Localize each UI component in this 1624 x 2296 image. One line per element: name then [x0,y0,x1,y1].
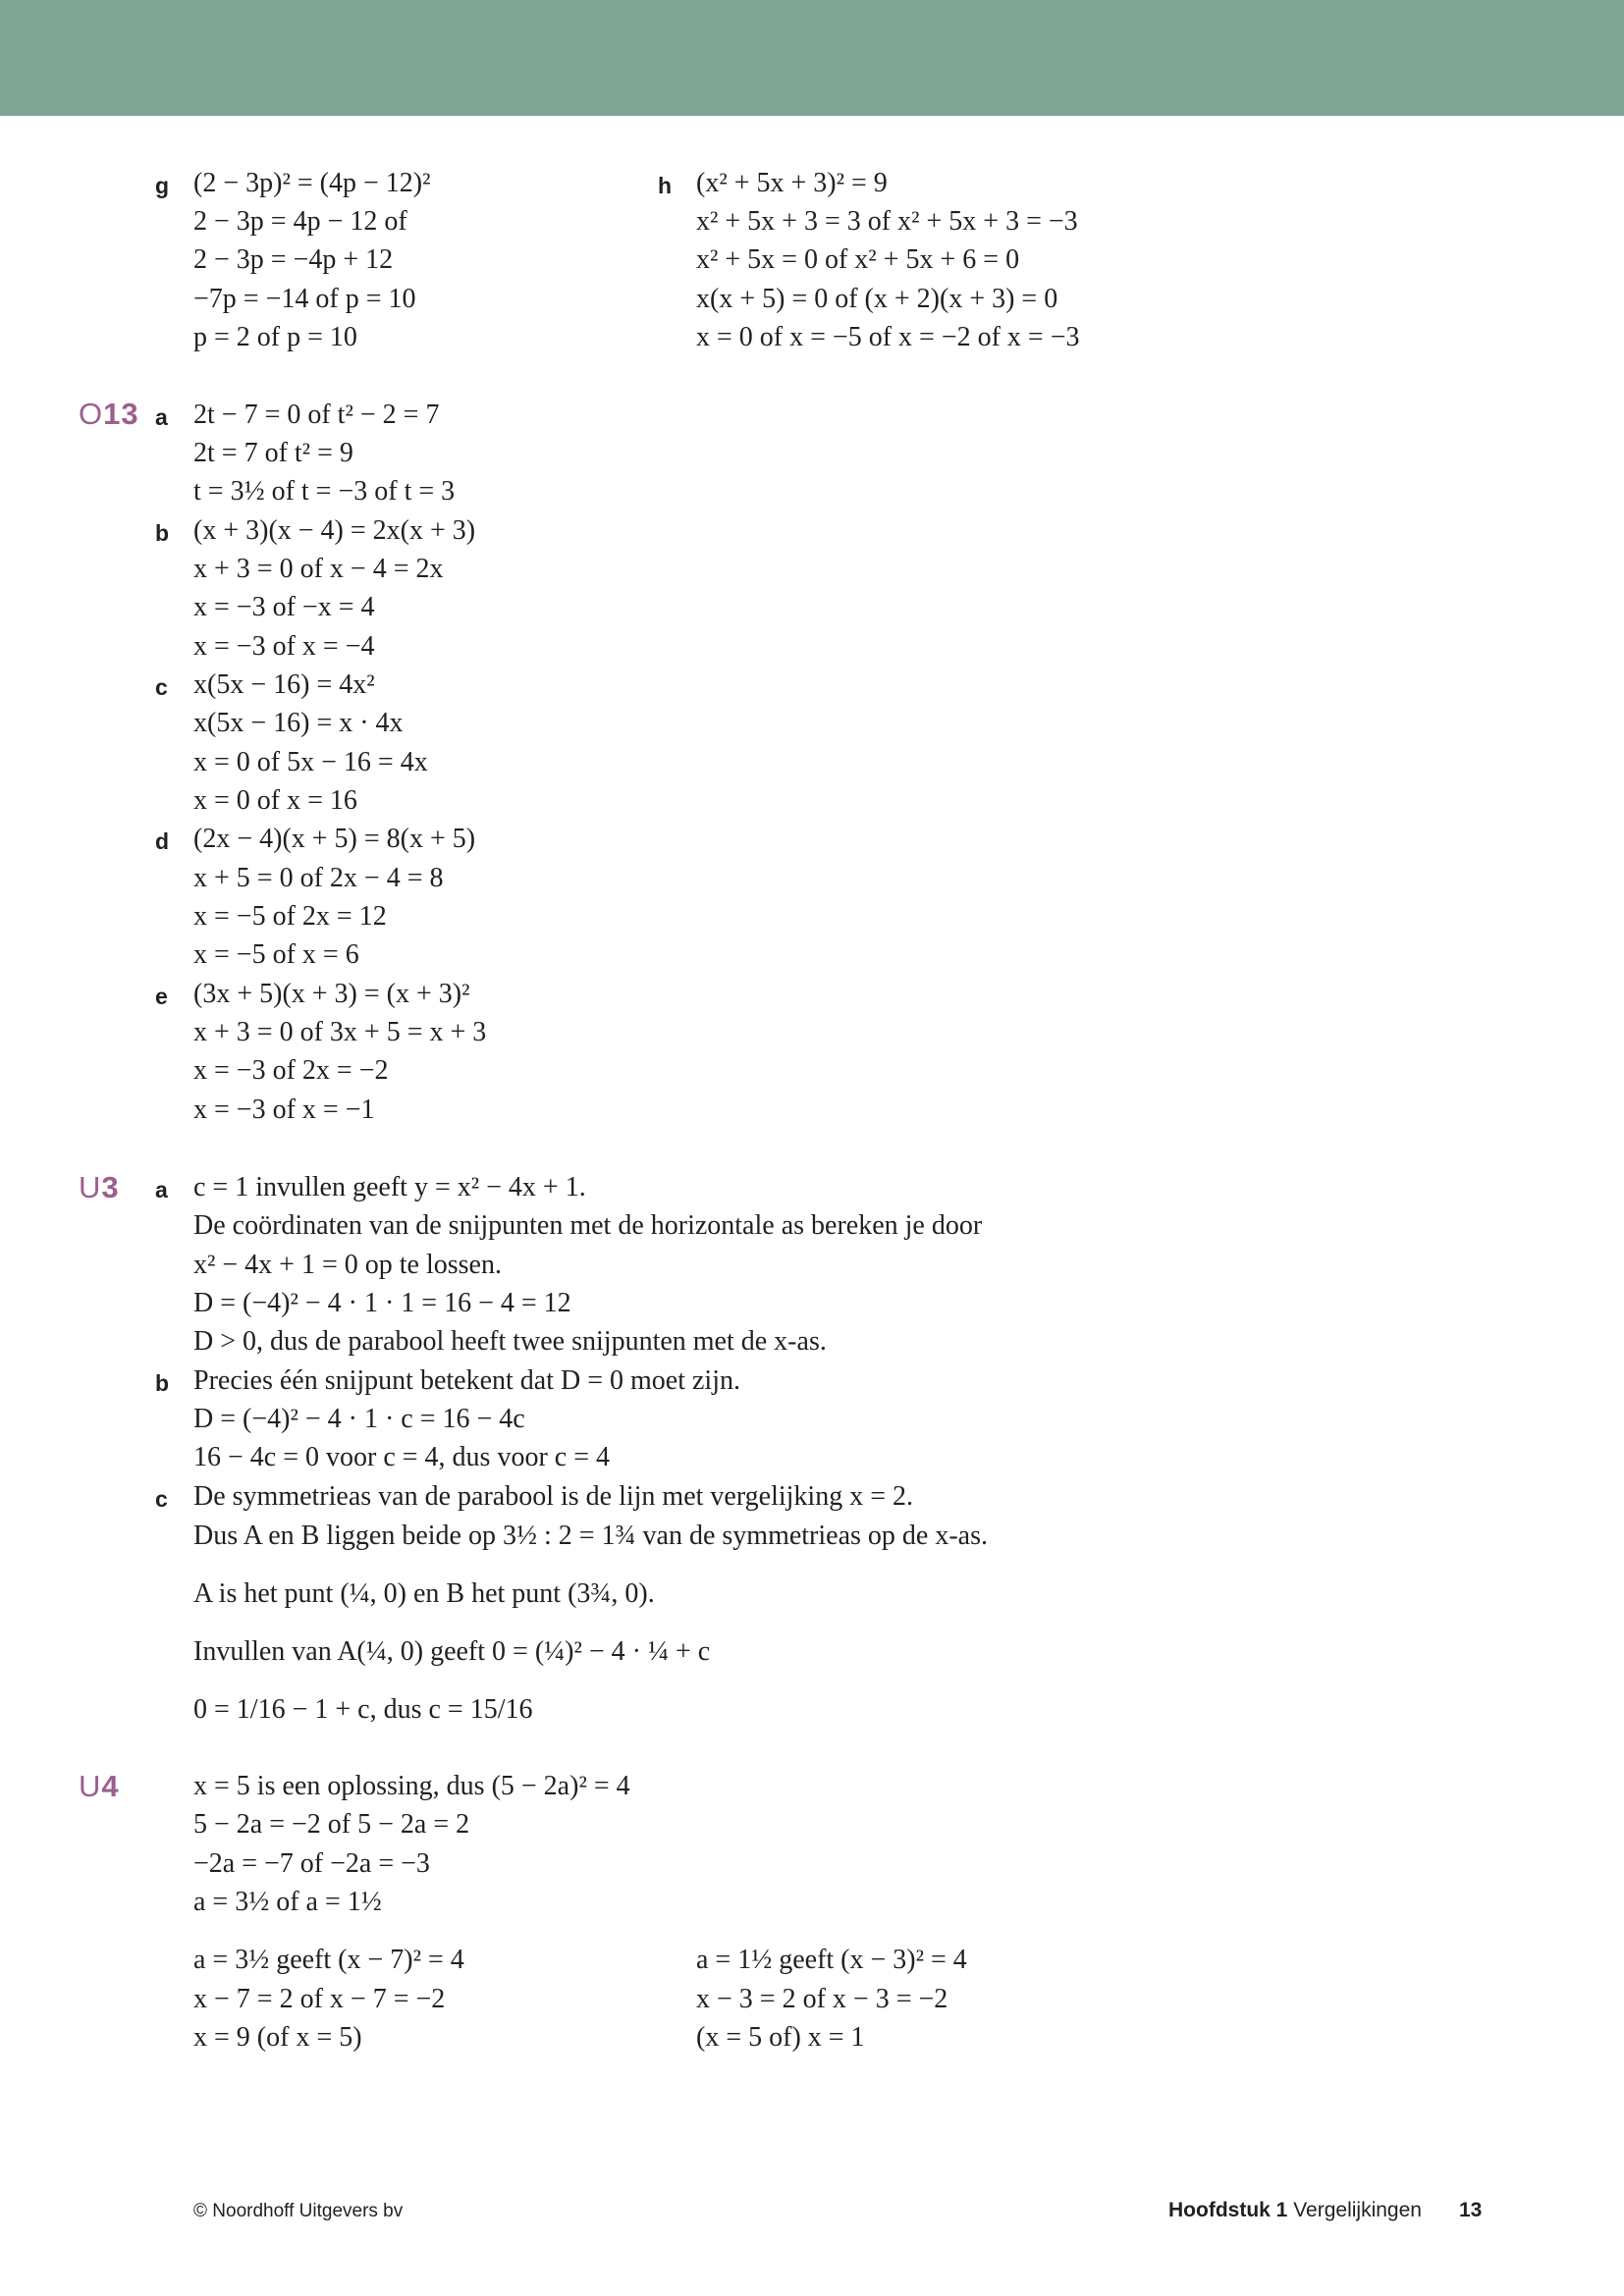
u3-b-line-1: Precies één snijpunt betekent dat D = 0 moet zijn. [193,1365,740,1396]
u3-a-line-4: D = (−4)² − 4 · 1 · 1 = 16 − 4 = 12 [193,1288,571,1318]
exercise-number-o13: O13 [79,397,139,431]
part-label-b: b [155,520,170,546]
u4-left-line-3: x = 9 (of x = 5) [193,2022,362,2053]
u3-a-line-1: c = 1 invullen geeft y = x² − 4x + 1. [193,1172,586,1202]
part-label-a: a [155,404,168,430]
u4-line-3: −2a = −7 of −2a = −3 [193,1848,430,1879]
part-label-c: c [155,674,168,700]
footer-chapter-title: Vergelijkingen [1293,2199,1422,2221]
o13-e-line-4: x = −3 of x = −1 [193,1095,375,1125]
header-bar [0,0,1624,116]
u4-right-line-1: a = 1½ geeft (x − 3)² = 4 [696,1945,967,1975]
u4-left-line-2: x − 7 = 2 of x − 7 = −2 [193,1984,446,2014]
o13-b-line-1: (x + 3)(x − 4) = 2x(x + 3) [193,515,476,546]
u3-b-line-3: 16 − 4c = 0 voor c = 4, dus voor c = 4 [193,1442,610,1472]
u4-line-2: 5 − 2a = −2 of 5 − 2a = 2 [193,1809,470,1840]
o13-c-line-1: x(5x − 16) = 4x² [193,669,375,700]
part-label-d: d [155,828,170,854]
part-label-e: e [155,984,168,1009]
footer-chapter-label: Hoofdstuk 1 [1168,2199,1288,2221]
o13-d-line-2: x + 5 = 0 of 2x − 4 = 8 [193,863,444,893]
h-line-4: x(x + 5) = 0 of (x + 2)(x + 3) = 0 [696,284,1058,314]
part-label-h: h [658,173,673,198]
o13-e-line-3: x = −3 of 2x = −2 [193,1055,389,1086]
o13-b-line-2: x + 3 = 0 of x − 4 = 2x [193,554,444,584]
part-label-a: a [155,1177,168,1202]
h-line-3: x² + 5x = 0 of x² + 5x + 6 = 0 [696,244,1020,275]
u3-b-line-2: D = (−4)² − 4 · 1 · c = 16 − 4c [193,1404,525,1434]
u4-left-line-1: a = 3½ geeft (x − 7)² = 4 [193,1945,464,1975]
o13-c-line-2: x(5x − 16) = x · 4x [193,708,404,738]
o13-c-line-4: x = 0 of x = 16 [193,785,357,816]
part-label-g: g [155,173,170,198]
part-label-b: b [155,1370,170,1396]
g-line-1: (2 − 3p)² = (4p − 12)² [193,168,431,198]
u4-right-line-2: x − 3 = 2 of x − 3 = −2 [696,1984,948,2014]
g-line-2: 2 − 3p = 4p − 12 of [193,206,407,237]
footer-copyright: © Noordhoff Uitgevers bv [193,2201,404,2221]
o13-a-line-3: t = 3½ of t = −3 of t = 3 [193,476,456,507]
page-number: 13 [1458,2199,1483,2221]
o13-c-line-3: x = 0 of 5x − 16 = 4x [193,747,428,777]
u3-c-line-1: De symmetrieas van de parabool is de lijn met vergelijking x = 2. [193,1481,913,1512]
u3-a-line-2: De coördinaten van de snijpunten met de horizontale as bereken je door [193,1210,983,1241]
o13-d-line-3: x = −5 of 2x = 12 [193,901,387,932]
o13-a-line-2: 2t = 7 of t² = 9 [193,438,353,468]
o13-d-line-1: (2x − 4)(x + 5) = 8(x + 5) [193,824,476,854]
o13-e-line-1: (3x + 5)(x + 3) = (x + 3)² [193,979,470,1009]
g-line-5: p = 2 of p = 10 [193,322,357,352]
part-label-c: c [155,1486,168,1512]
u3-a-line-5: D > 0, dus de parabool heeft twee snijpunten met de x-as. [193,1326,827,1357]
o13-a-line-1: 2t − 7 = 0 of t² − 2 = 7 [193,400,440,430]
u3-a-line-3: x² − 4x + 1 = 0 op te lossen. [193,1250,502,1280]
g-line-4: −7p = −14 of p = 10 [193,284,416,314]
o13-e-line-2: x + 3 = 0 of 3x + 5 = x + 3 [193,1017,487,1047]
g-line-3: 2 − 3p = −4p + 12 [193,244,394,275]
o13-b-line-3: x = −3 of −x = 4 [193,592,375,622]
o13-d-line-4: x = −5 of x = 6 [193,939,359,970]
u3-c-line-2: Dus A en B liggen beide op 3½ : 2 = 1¾ van de symmetrieas op de x-as. [193,1521,988,1551]
footer-chapter [1168,2199,1482,2222]
o13-b-line-4: x = −3 of x = −4 [193,631,375,662]
u4-line-1: x = 5 is een oplossing, dus (5 − 2a)² = 4 [193,1771,630,1801]
u3-c-line-4: Invullen van A(¼, 0) geeft 0 = (¼)² − 4 · ¼ + c [193,1636,711,1667]
h-line-5: x = 0 of x = −5 of x = −2 of x = −3 [696,322,1080,352]
u4-right-line-3: (x = 5 of) x = 1 [696,2022,865,2053]
h-line-2: x² + 5x + 3 = 3 of x² + 5x + 3 = −3 [696,206,1078,237]
exercise-number-u4: U4 [79,1769,120,1803]
u3-c-line-3: A is het punt (¼, 0) en B het punt (3¾, 0). [193,1578,655,1609]
u4-line-4: a = 3½ of a = 1½ [193,1887,382,1917]
exercise-number-u3: U3 [79,1170,120,1204]
h-line-1: (x² + 5x + 3)² = 9 [696,168,888,198]
u3-c-line-5: 0 = 1/16 − 1 + c, dus c = 15/16 [193,1694,533,1725]
